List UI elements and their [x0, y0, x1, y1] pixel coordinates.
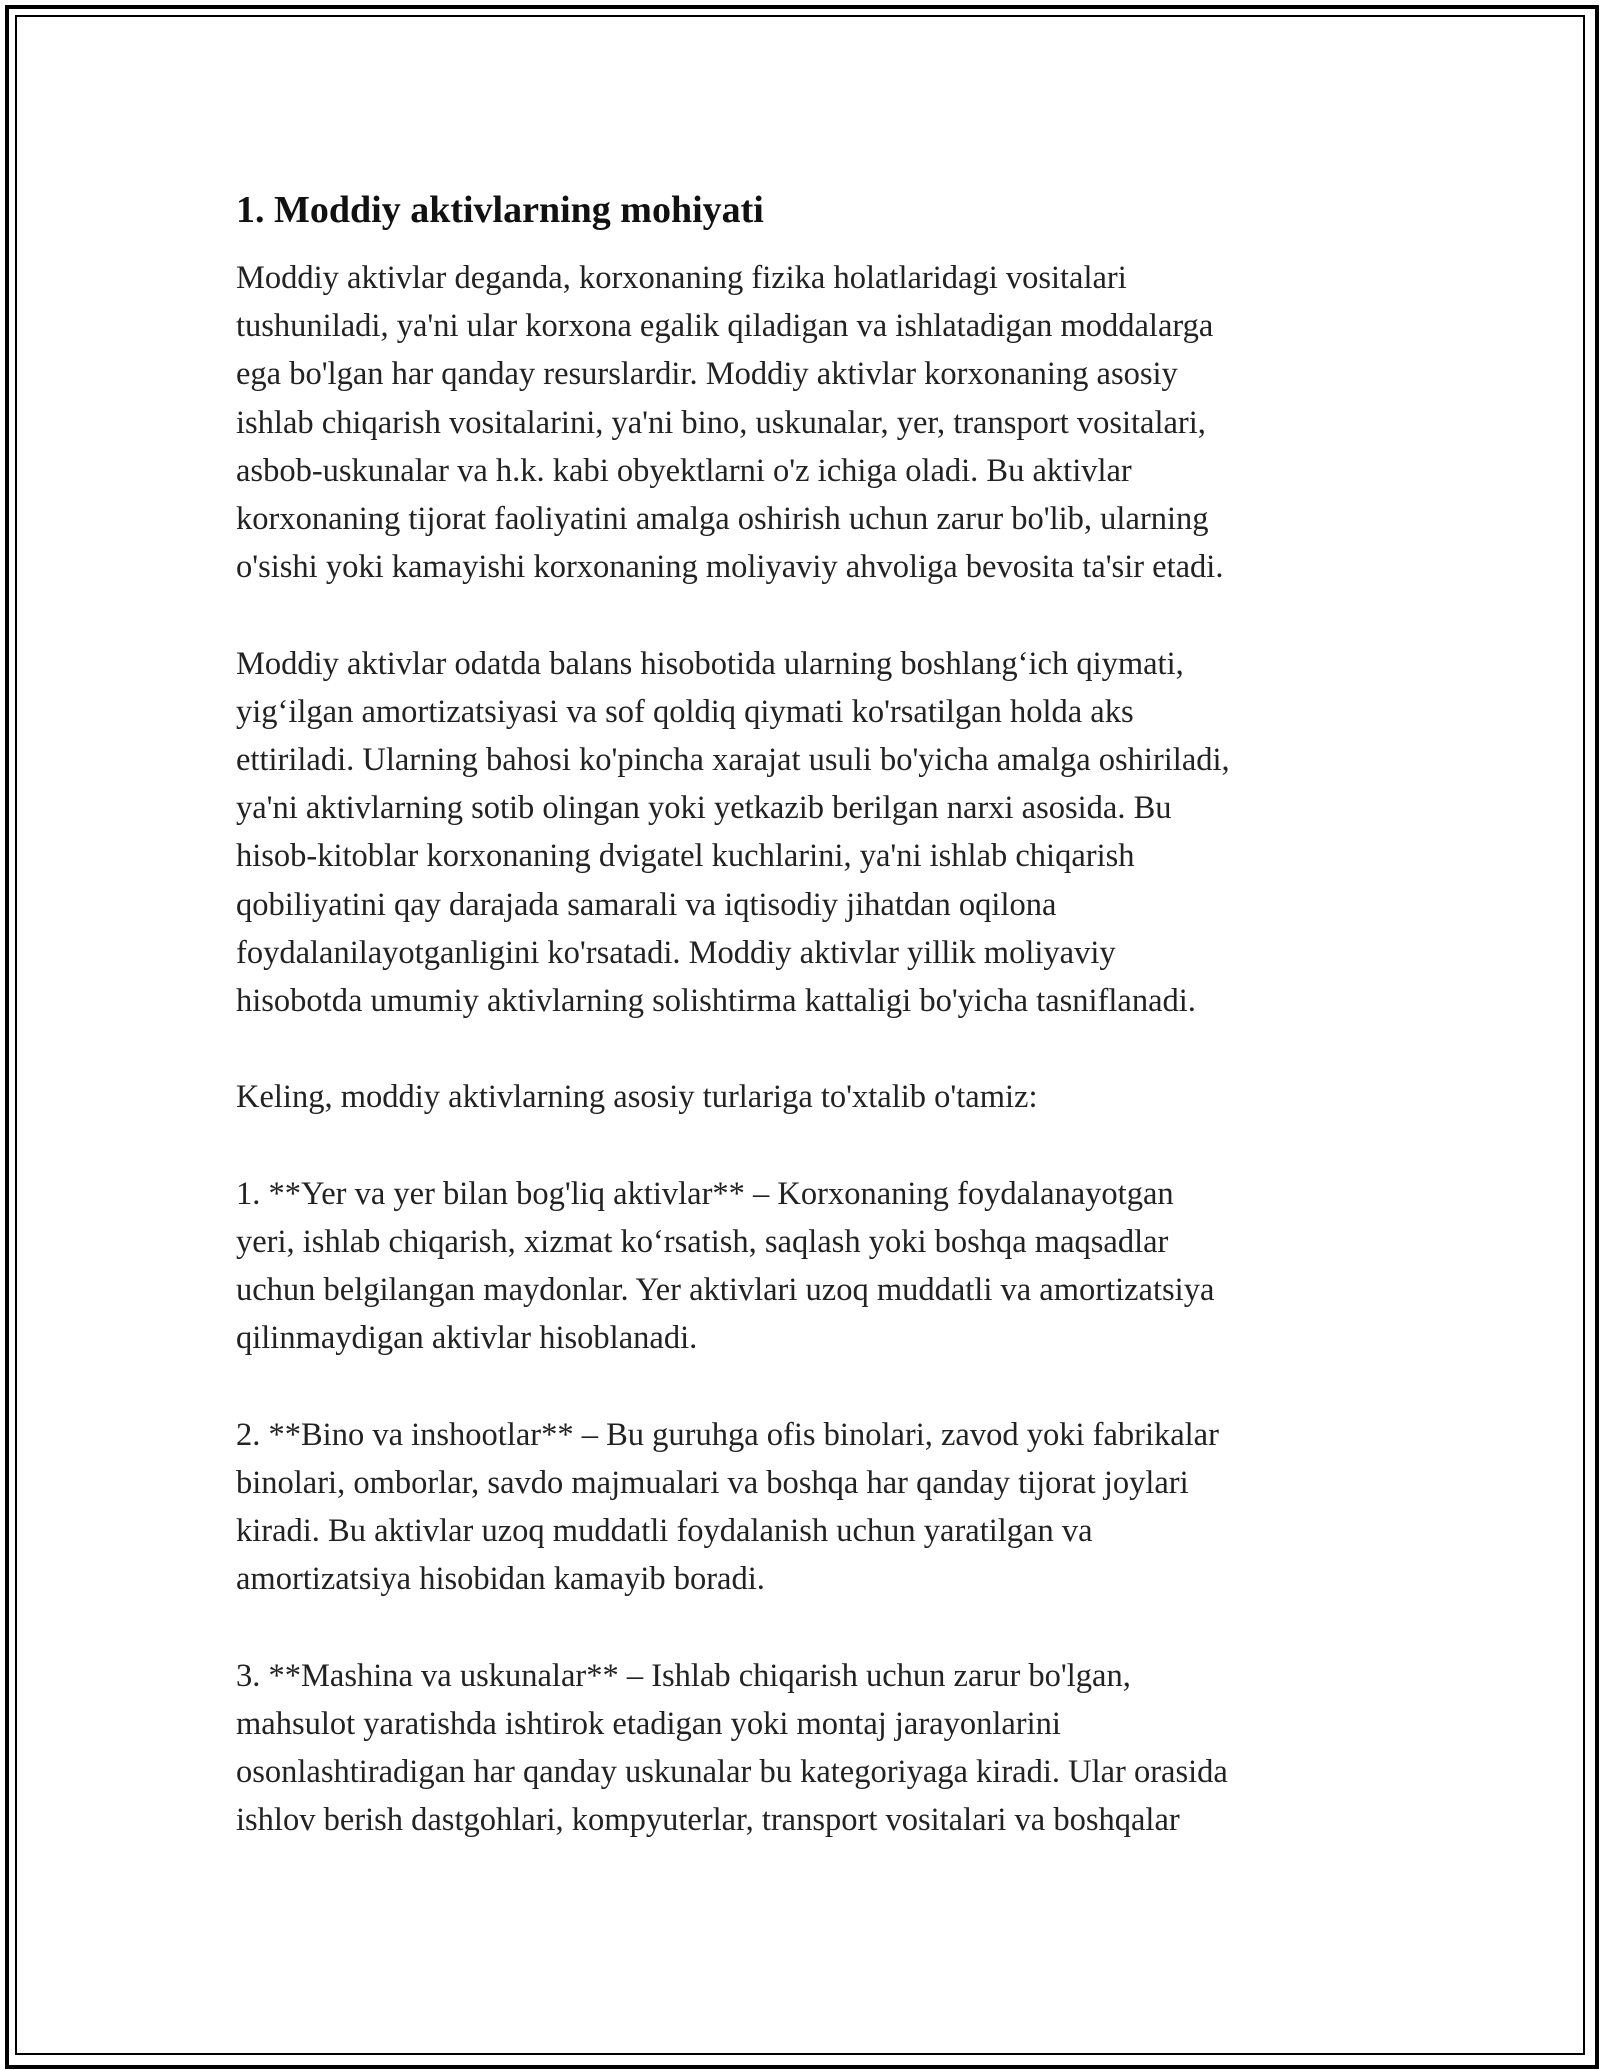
text-line: qobiliyatini qay darajada samarali va iqtisodiy jihatdan oqilona [236, 886, 1057, 923]
text-line: ishlov berish dastgohlari, kompyuterlar, transport vositalari va boshqalar [236, 1802, 1180, 1839]
list-item-land [236, 1170, 1366, 1363]
text-line: asbob-uskunalar va h.k. kabi obyektlarni o'z ichiga oladi. Bu aktivlar [236, 452, 1132, 489]
text-line: foydalanilayotganligini ko'rsatadi. Moddiy aktivlar yillik moliyaviy [236, 934, 1116, 971]
paragraph-definition [236, 254, 1366, 591]
text-line: mahsulot yaratishda ishtirok etadigan yoki montaj jarayonlarini [236, 1706, 1061, 1743]
text-line: kiradi. Bu aktivlar uzoq muddatli foydalanish uchun yaratilgan va [236, 1513, 1093, 1550]
text-line: ettiriladi. Ularning bahosi ko'pincha xarajat usuli bo'yicha amalga oshiriladi, [236, 742, 1230, 779]
text-line: Moddiy aktivlar odatda balans hisobotida ularning boshlang‘ich qiymati, [236, 645, 1184, 682]
text-line: 1. **Yer va yer bilan bog'liq aktivlar** – Korxonaning foydalanayotgan [236, 1175, 1174, 1212]
list-item-machinery [236, 1652, 1366, 1845]
text-line: Keling, moddiy aktivlarning asosiy turlariga to'xtalib o'tamiz: [236, 1079, 1038, 1116]
text-line: ishlab chiqarish vositalarini, ya'ni bino, uskunalar, yer, transport vositalari, [236, 404, 1206, 441]
text-line: yig‘ilgan amortizatsiyasi va sof qoldiq qiymati ko'rsatilgan holda aks [236, 693, 1134, 730]
text-line: 2. **Bino va inshootlar** – Bu guruhga ofis binolari, zavod yoki fabrikalar [236, 1416, 1219, 1453]
list-item-buildings [236, 1411, 1366, 1604]
text-line: Moddiy aktivlar deganda, korxonaning fizika holatlaridagi vositalari [236, 260, 1127, 296]
text-line: o'sishi yoki kamayishi korxonaning moliyaviy ahvoliga bevosita ta'sir etadi. [236, 549, 1224, 586]
text-line: ega bo'lgan har qanday resurslardir. Moddiy aktivlar korxonaning asosiy [236, 356, 1178, 393]
text-line: ya'ni aktivlarning sotib olingan yoki yetkazib berilgan narxi asosida. Bu [236, 790, 1172, 827]
text-line: yeri, ishlab chiqarish, xizmat ko‘rsatish, saqlash yoki boshqa maqsadlar [236, 1224, 1169, 1261]
text-line: osonlashtiradigan har qanday uskunalar bu kategoriyaga kiradi. Ular orasida [236, 1754, 1228, 1791]
text-line: 3. **Mashina va uskunalar** – Ishlab chiqarish uchun zarur bo'lgan, [236, 1657, 1131, 1694]
text-line: binolari, omborlar, savdo majmualari va boshqa har qanday tijorat joylari [236, 1465, 1189, 1502]
paragraph-balance-sheet [236, 640, 1366, 1026]
text-line: qilinmaydigan aktivlar hisoblanadi. [236, 1320, 698, 1357]
text-line: tushuniladi, ya'ni ular korxona egalik qiladigan va ishlatadigan moddalarga [236, 308, 1214, 345]
text-line: korxonaning tijorat faoliyatini amalga oshirish uchun zarur bo'lib, ularning [236, 501, 1209, 538]
document-body [236, 186, 1366, 1893]
page-title: 1. Moddiy aktivlarning mohiyati [236, 189, 764, 231]
text-line: uchun belgilangan maydonlar. Yer aktivlari uzoq muddatli va amortizatsiya [236, 1272, 1215, 1309]
text-line: hisobotda umumiy aktivlarning solishtirma kattaligi bo'yicha tasniflanadi. [236, 983, 1196, 1020]
paragraph-intro-types [236, 1073, 1366, 1121]
text-line: amortizatsiya hisobidan kamayib boradi. [236, 1561, 765, 1598]
text-line: hisob-kitoblar korxonaning dvigatel kuchlarini, ya'ni ishlab chiqarish [236, 838, 1135, 875]
